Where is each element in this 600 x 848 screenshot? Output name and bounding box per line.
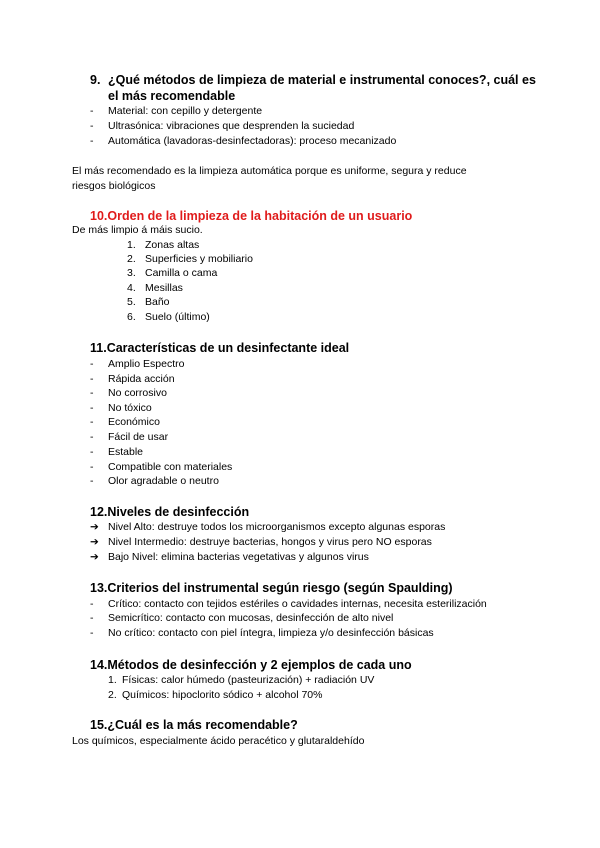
q12-heading <box>90 504 249 520</box>
q12-number: 12. <box>90 505 108 519</box>
q15-title: ¿Cuál es la más recomendable? <box>107 718 298 732</box>
arrow-icon: ➔ <box>90 551 99 563</box>
q9-conclusion-line1: El más recomendado es la limpieza automática porque es uniforme, segura y reduce <box>72 165 467 177</box>
document-page: 9. ¿Qué métodos de limpieza de material e instrumental conoces?, cuál es el más recomendable - Material: con cepillo y detergente - Ultrasónica: vibraciones que desprenden la suciedad - Automática (lavadoras-desinfectadoras): proceso mecanizado El más recomendado es la limpieza automática porque es uniforme, segura y reduce riesgos biológicos 10.Orden de la limpieza de la habitación de un usuario De más limpio á máis sucio. 1. Zonas altas 2. Superficies y mobiliario 3. Camilla o cama 4. Mesillas 5. Baño 6. Suelo (último) 11.Características de un desinfectante ideal - Amplio Espectro - Rápida acción - No corrosivo - No tóxico - Económico - Fácil de usar - Estable - Compatible con materiales - Olor agradable o neutro 12.Niveles de desinfección ➔ Nivel Alto: destruye todos los microorganismos excepto algunas esporas ➔ Nivel Intermedio: destruye bacterias, hongos y virus pero NO esporas ➔ Bajo Nivel: elimina bacterias vegetativas y algunos virus 13.Criterios del instrumental según riesgo (según Spaulding) - Crítico: contacto con tejidos estériles o cavidades internas, necesita esterilización - Semicrítico: contacto con mucosas, desinfección de alto nivel - No crítico: contacto con piel íntegra, limpieza y/o desinfección básicas 14.Métodos de desinfección y 2 ejemplos de cada uno 1. Físicas: calor húmedo (pasteurización) + radiación UV 2. Químicos: hipoclorito sódico + alcohol 70% 15.¿Cuál es la más recomendable? Los químicos, especialmente ácido peracético y glutaraldehído <box>72 73 536 747</box>
q11-number: 11. <box>90 341 107 355</box>
q15-answer: Los químicos, especialmente ácido peracético y glutaraldehído <box>72 735 365 747</box>
q10-number: 10. <box>90 209 108 223</box>
q15-number: 15. <box>90 718 108 732</box>
q14-number: 14. <box>90 658 108 672</box>
q9-heading <box>90 72 536 88</box>
q11-heading <box>90 340 349 356</box>
q14-heading <box>90 657 412 673</box>
q12-title: Niveles de desinfección <box>107 505 250 519</box>
q10-title: Orden de la limpieza de la habitación de un usuario <box>107 209 413 223</box>
q13-title: Criterios del instrumental según riesgo (según Spaulding) <box>107 581 453 595</box>
q10-heading <box>90 208 412 224</box>
q9-conclusion-line2: riesgos biológicos <box>72 180 156 192</box>
q13-number: 13. <box>90 581 108 595</box>
q13-heading <box>90 580 453 596</box>
q10-intro: De más limpio á máis sucio. <box>72 224 203 236</box>
q9-number: 9. <box>90 73 101 87</box>
q15-heading <box>90 717 298 733</box>
q9-title-line2: el más recomendable <box>108 89 236 103</box>
arrow-icon: ➔ <box>90 536 99 548</box>
q14-title: Métodos de desinfección y 2 ejemplos de cada uno <box>107 658 412 672</box>
q9-title-line1: ¿Qué métodos de limpieza de material e instrumental conoces?, cuál es <box>108 73 536 87</box>
q11-title: Características de un desinfectante ideal <box>106 341 350 355</box>
arrow-icon: ➔ <box>90 521 99 533</box>
